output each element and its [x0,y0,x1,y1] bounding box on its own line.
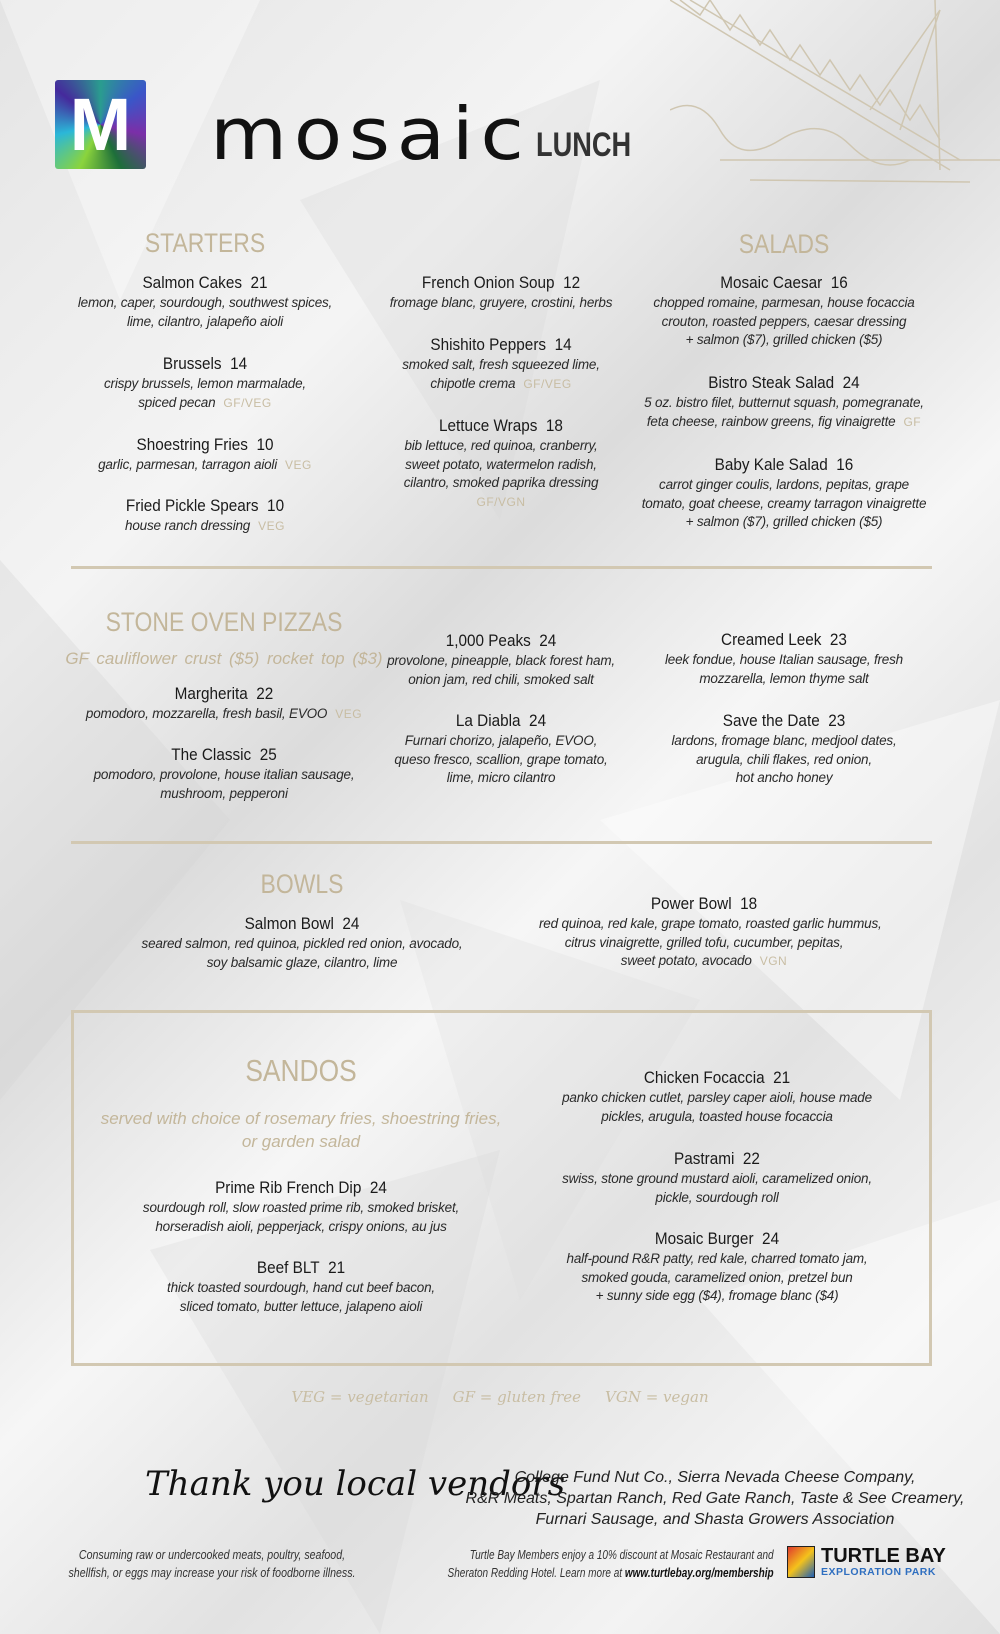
item-price: 21 [328,1258,346,1277]
item-description [137,935,467,954]
item-name-price [76,744,373,766]
description-line: swiss, stone ground mustard aioli, caramelized onion, [562,1171,872,1186]
food-safety-warning [68,1546,355,1582]
logo-letter: M [69,82,132,166]
item-name-price [57,434,354,456]
item-description [40,517,370,536]
item-description [40,313,370,332]
divider [71,841,932,844]
item-description [136,1199,466,1218]
description-line: + sunny side egg ($4), fromage blanc ($4) [595,1288,839,1303]
item-name-price [636,272,933,294]
item-name-price [353,710,650,732]
item-name-price [153,1177,450,1199]
item-name-price [569,1067,866,1089]
description-line: cilantro, smoked paprika dressing [403,475,599,490]
item-price: 12 [563,273,581,292]
description-line: soy balsamic glaze, cilantro, lime [206,954,398,970]
dietary-tag: GF/VEG [523,376,572,391]
item-description [619,769,949,788]
item-description [336,375,666,394]
description-line: lime, cilantro, jalapeño aioli [126,313,284,329]
menu-item [137,913,467,972]
description-line: sweet potato, avocado [620,953,752,968]
pizza-options: GF cauliflower crust ($5) rocket top ($3) [65,649,383,668]
item-description [552,1287,882,1306]
item-name: Margherita [174,684,248,703]
dietary-tag: GF [903,414,922,429]
description-line: spiced pecan [138,394,216,410]
starters-heading: STARTERS [144,228,266,258]
divider [71,566,932,569]
menu-item [136,1177,466,1236]
sandos-subtitle [101,1107,502,1153]
pizzas-heading: STONE OVEN PIZZAS [105,607,343,637]
vendor-line: Furnari Sausage, and Shasta Growers Association [535,1511,895,1528]
item-name: Save the Date [722,711,820,730]
description-line: lime, micro cilantro [446,770,556,785]
vendor-line: R&R Meats, Spartan Ranch, Red Gate Ranch, Taste & See Creamery, [465,1490,965,1507]
menu-item [336,334,666,393]
menu-item [539,893,882,971]
item-name: 1,000 Peaks [445,631,531,650]
item-name: Creamed Leek [721,630,822,649]
item-price: 24 [762,1229,780,1248]
menu-item [336,272,666,313]
item-description [136,1298,466,1317]
item-name-price [569,1228,866,1250]
menu-item [619,710,949,788]
description-line: house ranch dressing [125,518,251,533]
turtle-bay-logo [787,1546,946,1578]
description-line: seared salmon, red quinoa, pickled red onion, avocado, [141,936,463,951]
bridge-illustration [670,0,1000,200]
item-description [619,670,949,689]
dietary-tag: VEG [258,519,285,533]
item-price: 16 [830,273,848,292]
description-line: Furnari chorizo, jalapeño, EVOO, [404,733,598,748]
item-name: Fried Pickle Spears [125,496,259,515]
item-description [137,954,467,973]
description-line: pomodoro, mozzarella, fresh basil, EVOO [85,706,328,721]
subtitle-line: or garden salad [241,1132,361,1151]
item-name: Mosaic Caesar [720,273,823,292]
dietary-tag: VEG [285,458,312,472]
turtle-icon [787,1546,815,1578]
item-description [336,437,666,456]
item-name-price [353,272,650,294]
warning-line: Consuming raw or undercooked meats, poultry, seafood, [78,1548,346,1562]
item-description [552,1189,882,1208]
menu-item [40,272,370,331]
item-name-price [353,630,650,652]
dietary-tag: VEG [335,707,363,721]
item-name-price [57,272,354,294]
legend-veg: VEG = vegetarian [291,1388,429,1406]
item-description [136,1218,466,1237]
description-line: mozzarella, lemon thyme salt [699,670,869,686]
item-description [619,751,949,770]
description-line: tomato, goat cheese, creamy tarragon vinaigrette [641,495,927,511]
item-price: 24 [539,631,557,650]
item-name: Baby Kale Salad [714,455,828,474]
item-name: French Onion Soup [421,273,555,292]
description-line: carrot ginger coulis, lardons, pepitas, grape [659,477,909,492]
description-line: panko chicken cutlet, parsley caper aioli, house made [562,1090,872,1105]
warning-line: shellfish, or eggs may increase your risk of foodborne illness. [68,1566,356,1580]
item-name: Brussels [162,354,222,373]
item-description [336,751,666,770]
menu-item [40,495,370,536]
item-description [336,493,666,512]
item-price: 10 [267,496,285,515]
item-name: Bistro Steak Salad [708,373,835,392]
item-price: 14 [554,335,572,354]
item-description [336,769,666,788]
dietary-legend [0,1388,1000,1406]
item-price: 22 [256,684,274,703]
item-description [552,1250,882,1269]
description-line: lemon, caper, sourdough, southwest spices, [77,295,333,310]
description-line: pomodoro, provolone, house italian sausage, [93,767,355,782]
description-line: 5 oz. bistro filet, butternut squash, pomegranate, [644,395,924,410]
item-description [40,294,370,313]
item-name-price [569,1148,866,1170]
item-price: 10 [256,435,274,454]
membership-line: Turtle Bay Members enjoy a 10% discount at Mosaic Restaurant and [470,1548,774,1562]
item-name-price [57,353,354,375]
item-name-price [76,683,373,705]
item-price: 24 [842,373,860,392]
item-name: La Diabla [455,711,521,730]
sandos-heading: SANDOS [245,1053,357,1088]
thank-you-vendors: Thank you local vendors [145,1464,566,1504]
item-description [336,732,666,751]
item-description [40,394,370,413]
description-line: fromage blanc, gruyere, crostini, herbs [389,295,613,310]
menu-item [619,629,949,688]
description-line: bib lettuce, red quinoa, cranberry, [404,438,598,453]
item-description [336,474,666,493]
membership-note [448,1546,774,1582]
menu-item [336,415,666,511]
menu-item [619,372,949,431]
description-line: thick toasted sourdough, hand cut beef bacon, [167,1280,435,1295]
vendor-line: College Fund Nut Co., Sierra Nevada Cheese Company, [514,1469,916,1486]
item-description [539,915,882,934]
dietary-tag: GF/VGN [476,494,526,509]
description-line: lardons, fromage blanc, medjool dates, [671,733,897,748]
item-price: 23 [829,630,847,649]
partner-name: TURTLE BAY [821,1545,946,1567]
description-line: garlic, parmesan, tarragon aioli [98,457,278,472]
description-line: hot ancho honey [735,770,833,785]
menu-item [619,272,949,350]
legend-vgn: VGN = vegan [605,1388,709,1406]
item-price: 24 [342,914,360,933]
item-price: 22 [742,1149,760,1168]
vendor-list [466,1467,965,1530]
item-description [552,1108,882,1127]
partner-subtitle: EXPLORATION PARK [821,1566,936,1578]
item-description [619,313,949,332]
dietary-tag: VGN [759,954,788,968]
subtitle-line: served with choice of rosemary fries, shoestring fries, [100,1109,502,1128]
item-description [336,456,666,475]
item-price: 18 [740,894,758,913]
description-line: chipotle crema [430,375,516,391]
item-description [336,294,666,313]
item-description [619,413,949,432]
description-line: horseradish aioli, pepperjack, crispy onions, au jus [155,1218,447,1234]
menu-item [136,1257,466,1316]
item-price: 21 [250,273,268,292]
item-description [552,1269,882,1288]
description-line: chopped romaine, parmesan, house focaccia [653,295,915,310]
item-description [619,651,949,670]
description-line: mushroom, pepperoni [160,785,288,801]
description-line: feta cheese, rainbow greens, fig vinaigrette [646,413,896,429]
membership-link[interactable]: www.turtlebay.org/membership [625,1566,774,1580]
item-name-price [636,372,933,394]
item-description [336,671,666,690]
item-description [619,476,949,495]
item-price: 23 [828,711,846,730]
item-name-price [154,913,451,935]
menu-item [552,1148,882,1207]
item-name: Salmon Cakes [142,273,242,292]
description-line: arugula, chili flakes, red onion, [696,751,872,767]
menu-item [552,1067,882,1126]
item-name-price [353,415,650,437]
menu-item [619,454,949,532]
item-name-price [636,629,933,651]
description-line: + salmon ($7), grilled chicken ($5) [685,332,883,347]
description-line: sweet potato, watermelon radish, [405,456,597,472]
menu-item [336,630,666,689]
membership-line: Sheraton Redding Hotel. Learn more at [447,1566,623,1580]
brand-name: mosaic [210,92,531,176]
description-line: pickles, arugula, toasted house focaccia [601,1108,833,1124]
item-name: Salmon Bowl [244,914,334,933]
mosaic-logo [55,80,146,169]
item-price: 21 [773,1068,791,1087]
item-description [619,732,949,751]
item-name-price [636,710,933,732]
item-name: Beef BLT [256,1258,320,1277]
description-line: provolone, pineapple, black forest ham, [387,653,615,668]
description-line: smoked gouda, caramelized onion, pretzel bun [581,1269,853,1285]
description-line: sourdough roll, slow roasted prime rib, smoked brisket, [142,1200,460,1215]
item-description [136,1279,466,1298]
menu-title: LUNCH [536,126,632,164]
description-line: leek fondue, house Italian sausage, fresh [665,652,903,667]
item-name: Power Bowl [650,894,732,913]
menu-item [40,434,370,475]
description-line: red quinoa, red kale, grape tomato, roasted garlic hummus, [539,916,882,931]
description-line: crouton, roasted peppers, caesar dressing [661,313,907,329]
description-line: onion jam, red chili, smoked salt [408,671,594,687]
item-name: The Classic [171,745,252,764]
legend-gf: GF = gluten free [452,1388,581,1406]
description-line: + salmon ($7), grilled chicken ($5) [685,514,883,529]
description-line: half-pound R&R patty, red kale, charred tomato jam, [566,1251,868,1266]
bowls-heading: BOWLS [260,869,344,899]
item-description [552,1170,882,1189]
item-price: 25 [259,745,277,764]
item-description [619,495,949,514]
item-price: 16 [836,455,854,474]
item-description [336,356,666,375]
item-name: Chicken Focaccia [643,1068,765,1087]
item-price: 14 [230,354,248,373]
item-name-price [556,893,853,915]
description-line: sliced tomato, butter lettuce, jalapeno aioli [179,1298,423,1314]
menu-item [40,353,370,412]
item-name-price [636,454,933,476]
item-name: Shoestring Fries [136,435,248,454]
description-line: crispy brussels, lemon marmalade, [104,376,306,391]
item-description [336,652,666,671]
description-line: pickle, sourdough roll [655,1189,779,1205]
item-price: 24 [529,711,547,730]
item-description [40,375,370,394]
description-line: queso fresco, scallion, grape tomato, [394,751,608,767]
item-description [552,1089,882,1108]
menu-item [552,1228,882,1306]
item-name: Lettuce Wraps [439,416,538,435]
item-name: Mosaic Burger [654,1229,754,1248]
dietary-tag: GF/VEG [223,395,272,410]
item-description [539,934,869,953]
item-name: Shishito Peppers [430,335,547,354]
item-name-price [57,495,354,517]
salads-heading: SALADS [738,229,830,259]
description-line: smoked salt, fresh squeezed lime, [402,357,600,372]
item-price: 24 [369,1178,387,1197]
item-description [619,294,949,313]
item-description [539,952,869,971]
item-name-price [153,1257,450,1279]
item-price: 18 [545,416,563,435]
item-name-price [353,334,650,356]
description-line: citrus vinaigrette, grilled tofu, cucumber, pepitas, [564,934,844,950]
item-name: Prime Rib French Dip [215,1178,362,1197]
item-description [619,513,949,532]
item-description [619,331,949,350]
item-name: Pastrami [674,1149,735,1168]
item-description [619,394,949,413]
menu-item [336,710,666,788]
item-description [40,456,370,475]
